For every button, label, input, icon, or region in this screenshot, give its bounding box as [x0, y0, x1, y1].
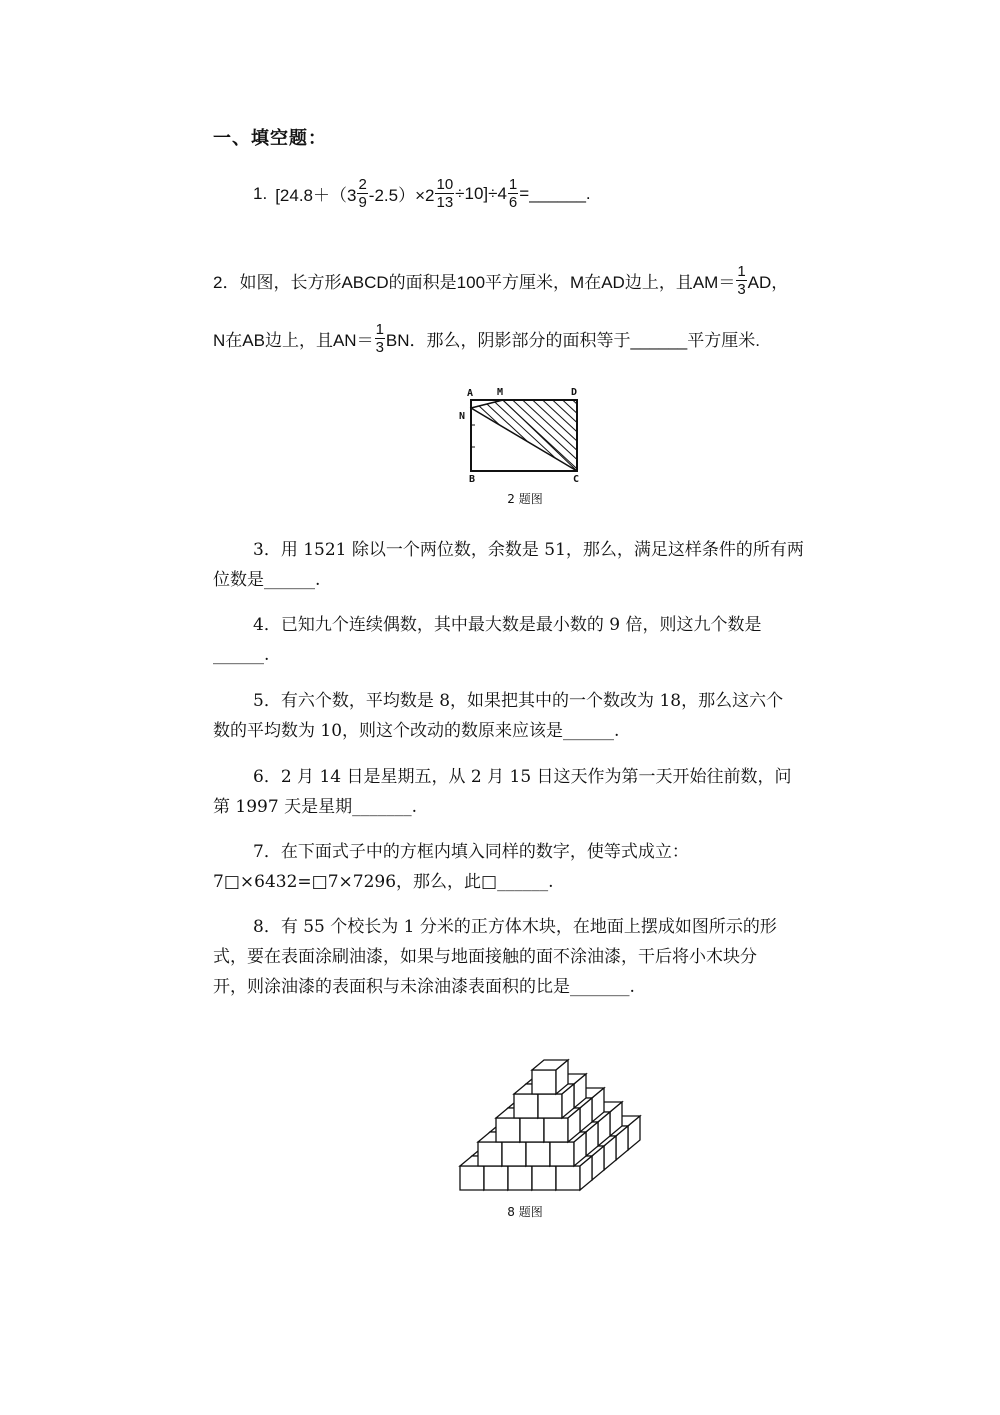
- cube-face: [532, 1070, 556, 1094]
- label-d: D: [571, 387, 578, 398]
- cube-face: [496, 1118, 520, 1142]
- q1-part-c: ÷10]÷4: [455, 183, 507, 203]
- section-title: 一、填空题：: [213, 128, 327, 149]
- q2-line2-fraction: [375, 322, 385, 355]
- q1-frac2-numerator: 10: [436, 176, 454, 193]
- q1-fraction-1: [357, 177, 367, 210]
- cube-face: [514, 1094, 538, 1118]
- cube-face: [484, 1166, 508, 1190]
- q2-line1-numerator: 1: [737, 262, 746, 280]
- q2-line2-text: N在AB边上，且AN＝: [213, 330, 374, 350]
- question-1: [253, 177, 591, 210]
- question-4: [213, 610, 853, 670]
- q4-line-2: ______.: [213, 645, 270, 665]
- question-7: [213, 837, 853, 897]
- q1-part-a: [24.8＋（3: [275, 186, 357, 205]
- q4-line-1: 4．已知九个连续偶数，其中最大数是最小数的 9 倍，则这九个数是: [253, 615, 762, 635]
- q2-line1-denominator: 3: [737, 280, 746, 298]
- cube-face: [544, 1118, 568, 1142]
- q2-line1-fraction: [736, 264, 746, 297]
- cube-face: [460, 1166, 484, 1190]
- figure-2-caption: 2 题图: [507, 492, 543, 506]
- q1-part-d: =______.: [519, 183, 591, 203]
- q1-frac3-denominator: 6: [508, 194, 518, 211]
- q2-line2-denominator: 3: [375, 338, 384, 356]
- question-5: [213, 686, 853, 746]
- cube-face: [508, 1166, 532, 1190]
- cube-face: [502, 1142, 526, 1166]
- q2-line-2: [213, 313, 913, 363]
- q6-line-2: 第 1997 天是星期_______.: [213, 797, 417, 817]
- q1-frac1-denominator: 9: [358, 194, 367, 211]
- cube-face: [520, 1118, 544, 1142]
- shaded-region-hatching: [455, 393, 595, 478]
- label-b: B: [469, 474, 476, 483]
- cube-face: [556, 1166, 580, 1190]
- cube-face: [532, 1166, 556, 1190]
- q8-line-1: 8．有 55 个校长为 1 分米的正方体木块，在地面上摆成如图所示的形: [253, 917, 777, 937]
- cube-face: [526, 1142, 550, 1166]
- figure-8-caption: 8 题图: [507, 1205, 543, 1219]
- q1-part-b: -2.5）×2: [368, 186, 435, 205]
- q3-line-2: 位数是______.: [213, 570, 321, 590]
- figure-2-rectangle-diagram: [455, 383, 595, 483]
- q8-line-2: 式，要在表面涂刷油漆，如果与地面接触的面不涂油漆，干后将小木块分: [213, 947, 757, 967]
- label-m: M: [497, 387, 504, 398]
- q8-line-3: 开，则涂油漆的表面积与未涂油漆表面积的比是_______.: [213, 977, 635, 997]
- q2-line1-tail: AD，: [747, 272, 789, 292]
- cube-face: [538, 1094, 562, 1118]
- q5-line-2: 数的平均数为 10，则这个改动的数原来应该是______.: [213, 721, 620, 741]
- question-6: [213, 762, 853, 822]
- label-a: A: [467, 388, 474, 399]
- q1-frac3-numerator: 1: [508, 176, 518, 193]
- label-n: N: [459, 411, 466, 422]
- question-3: [213, 535, 853, 595]
- q1-fraction-3: [508, 177, 518, 210]
- q2-line-1: [213, 255, 913, 305]
- figure-8-cube-pyramid: [455, 1025, 655, 1200]
- q1-fraction-2: [435, 177, 454, 210]
- cube-face: [478, 1142, 502, 1166]
- q1-frac2-denominator: 13: [436, 194, 454, 211]
- q1-frac1-numerator: 2: [358, 176, 367, 193]
- question-2: [213, 255, 913, 363]
- question-8: [213, 912, 853, 1002]
- segment-nm: [471, 400, 503, 408]
- cube-face: [550, 1142, 574, 1166]
- q7-line-1: 7．在下面式子中的方框内填入同样的数字，使等式成立：: [253, 842, 689, 862]
- label-c: C: [573, 474, 580, 483]
- q2-line2-tail: BN．那么，阴影部分的面积等于______平方厘米.: [385, 330, 760, 350]
- q1-number: 1.: [253, 183, 268, 203]
- q7-line-2: 7□×6432=□7×7296，那么，此□______.: [213, 872, 554, 892]
- q6-line-1: 6．2 月 14 日是星期五，从 2 月 15 日这天作为第一天开始往前数，问: [253, 767, 792, 787]
- q5-line-1: 5．有六个数，平均数是 8，如果把其中的一个数改为 18，那么这六个: [253, 691, 784, 711]
- q2-line1-text: 2．如图，长方形ABCD的面积是100平方厘米，M在AD边上，且AM＝: [213, 272, 736, 292]
- q3-line-1: 3．用 1521 除以一个两位数，余数是 51，那么，满足这样条件的所有两: [253, 540, 804, 560]
- q2-line2-numerator: 1: [375, 320, 384, 338]
